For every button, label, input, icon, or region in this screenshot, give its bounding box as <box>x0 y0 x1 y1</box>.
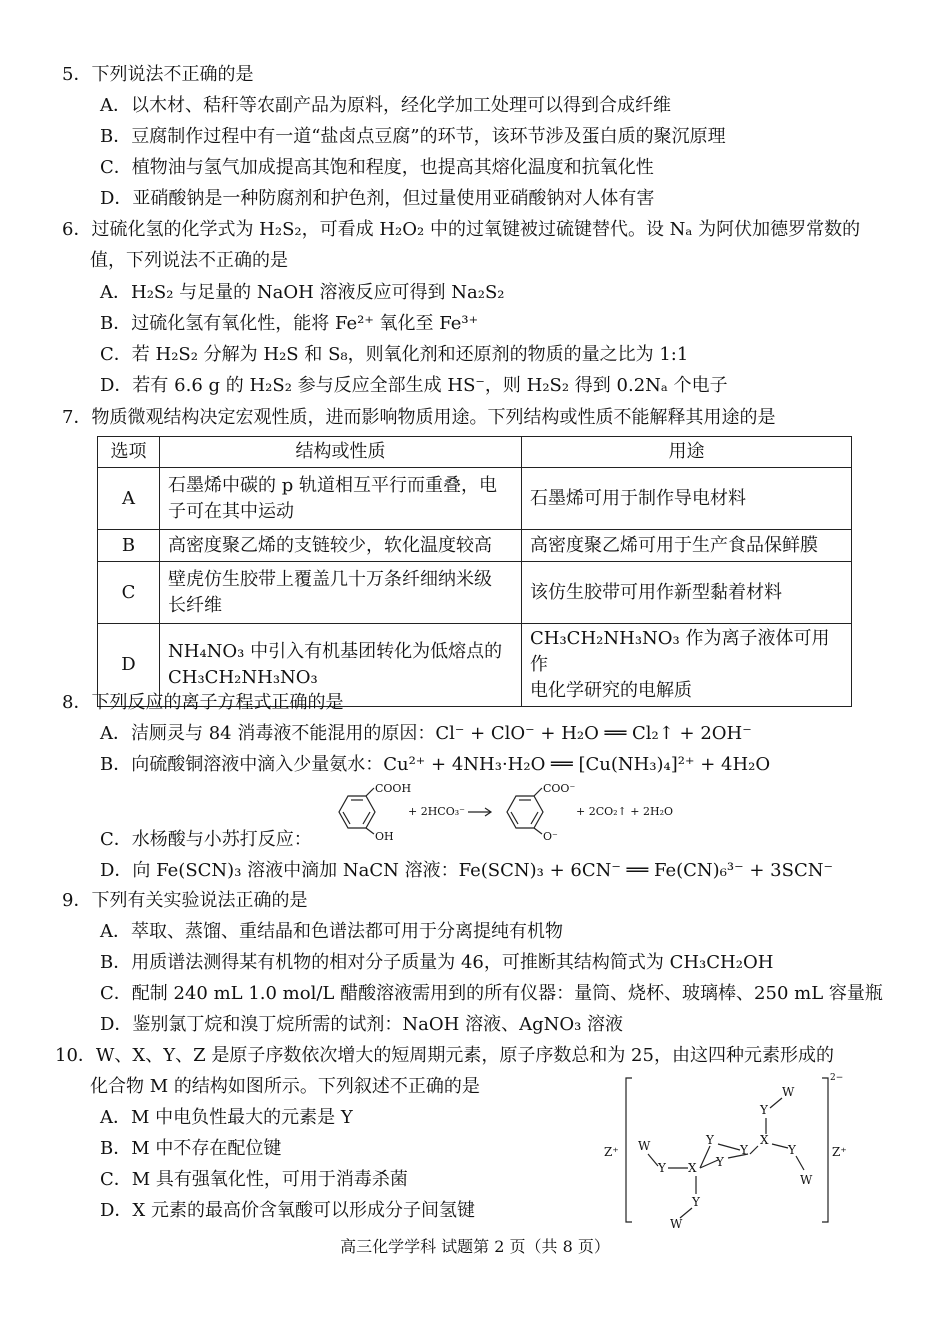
q7-cell-use <box>522 562 852 624</box>
q8-stem: 8．下列反应的离子方程式正确的是 <box>62 692 344 713</box>
struct-y: Y <box>760 1103 768 1117</box>
scheme-oh: OH <box>375 830 394 843</box>
q5-option-b: B．豆腐制作过程中有一道“盐卤点豆腐”的环节，该环节涉及蛋白质的聚沉原理 <box>100 126 726 147</box>
q5-stem: 5．下列说法不正确的是 <box>62 64 254 85</box>
q7-structure-line: NH₄NO₃ 中引入有机基团转化为低熔点的 <box>168 641 503 662</box>
q7-row-b <box>98 530 852 562</box>
q6-stem-line1: 6．过硫化氢的化学式为 H₂S₂，可看成 H₂O₂ 中的过氧键被过硫键替代。设 Nₐ 为阿伏加德罗常数的 <box>62 219 861 240</box>
q7-use-line: 该仿生胶带可用作新型黏着材料 <box>530 581 782 603</box>
q7-header-use: 用途 <box>522 437 852 468</box>
struct-w: W <box>670 1217 683 1230</box>
q7-cell-use <box>522 624 852 707</box>
struct-y: Y <box>788 1143 796 1157</box>
struct-w: W <box>800 1173 813 1187</box>
q7-cell-structure <box>160 530 522 562</box>
q7-cell-use <box>522 530 852 562</box>
struct-w: W <box>782 1085 795 1099</box>
q7-structure-line: 子可在其中运动 <box>168 500 294 522</box>
q7-structure-line: 高密度聚乙烯的支链较少，软化温度较高 <box>168 534 492 556</box>
struct-y: Y <box>740 1143 748 1157</box>
struct-x: X <box>760 1133 769 1147</box>
q9-stem: 9．下列有关实验说法正确的是 <box>62 890 308 911</box>
q9-option-a: A．萃取、蒸馏、重结晶和色谱法都可用于分离提纯有机物 <box>100 921 563 942</box>
q7-structure-line: CH₃CH₂NH₃NO₃ <box>168 667 318 688</box>
q8-option-b: B．向硫酸铜溶液中滴入少量氨水：Cu²⁺ + 4NH₃·H₂O ══ [Cu(NH₃)₄]²⁺ + 4H₂O <box>100 754 771 775</box>
q7-cell-option: C <box>98 562 160 624</box>
q10-stem-line1: 10．W、X、Y、Z 是原子序数依次增大的短周期元素，原子序数总和为 25，由这四种元素形成的 <box>55 1045 834 1066</box>
q6-option-d: D．若有 6.6 g 的 H₂S₂ 参与反应全部生成 HS⁻，则 H₂S₂ 得到 0.2Nₐ 个电子 <box>100 375 728 396</box>
q6-option-b: B．过硫化氢有氧化性，能将 Fe²⁺ 氧化至 Fe³⁺ <box>100 313 479 334</box>
scheme-products: + 2CO₂↑ + 2H₂O <box>576 805 674 818</box>
q9-option-c: C．配制 240 mL 1.0 mol/L 醋酸溶液需用到的所有仪器：量筒、烧杯、玻璃棒、250 mL 容量瓶 <box>100 983 883 1004</box>
q6-option-c: C．若 H₂S₂ 分解为 H₂S 和 S₈，则氧化剂和还原剂的物质的量之比为 1:1 <box>100 344 689 365</box>
q9-option-d: D．鉴别氯丁烷和溴丁烷所需的试剂：NaOH 溶液、AgNO₃ 溶液 <box>100 1014 624 1035</box>
compound-m-structure <box>600 1070 860 1230</box>
q5-option-c: C．植物油与氢气加成提高其饱和程度，也提高其熔化温度和抗氧化性 <box>100 157 654 178</box>
q8-option-a: A．洁厕灵与 84 消毒液不能混用的原因：Cl⁻ + ClO⁻ + H₂O ══ Cl₂↑ + 2OH⁻ <box>100 723 752 744</box>
struct-y: Y <box>658 1161 666 1175</box>
q7-row-c <box>98 562 852 624</box>
q10-option-b: B．M 中不存在配位键 <box>100 1138 282 1159</box>
struct-x: X <box>688 1161 697 1175</box>
struct-z-left: Z⁺ <box>604 1145 619 1159</box>
q7-use-line: 高密度聚乙烯可用于生产食品保鲜膜 <box>530 534 818 556</box>
q10-stem-line2: 化合物 M 的结构如图所示。下列叙述不正确的是 <box>90 1076 480 1097</box>
q7-use-line: 石墨烯可用于制作导电材料 <box>530 487 746 509</box>
q8-option-d: D．向 Fe(SCN)₃ 溶液中滴加 NaCN 溶液：Fe(SCN)₃ + 6CN⁻ ══ Fe(CN)₆³⁻ + 3SCN⁻ <box>100 860 833 881</box>
q7-cell-structure <box>160 468 522 530</box>
struct-w: W <box>638 1139 651 1153</box>
struct-charge: 2− <box>830 1073 844 1083</box>
struct-z-right: Z⁺ <box>832 1145 847 1159</box>
right-bracket <box>822 1078 828 1222</box>
q7-structure-line: 壁虎仿生胶带上覆盖几十万条纤细纳米级 <box>168 568 492 590</box>
scheme-cooh: COOH <box>375 782 412 795</box>
q9-option-b: B．用质谱法测得某有机物的相对分子质量为 46，可推断其结构简式为 CH₃CH₂OH <box>100 952 774 973</box>
scheme-o-minus: O⁻ <box>543 830 558 843</box>
q7-table <box>97 436 852 707</box>
q7-stem: 7．物质微观结构决定宏观性质，进而影响物质用途。下列结构或性质不能解释其用途的是 <box>62 407 776 428</box>
q5-option-a: A．以木材、秸秆等农副产品为原料，经化学加工处理可以得到合成纤维 <box>100 95 671 116</box>
struct-y: Y <box>706 1133 714 1147</box>
q7-cell-structure <box>160 562 522 624</box>
q7-cell-option: D <box>98 624 160 707</box>
q6-option-a: A．H₂S₂ 与足量的 NaOH 溶液反应可得到 Na₂S₂ <box>100 282 505 303</box>
q7-structure-line: 石墨烯中碳的 p 轨道相互平行而重叠，电 <box>168 474 497 496</box>
q7-cell-option: B <box>98 530 160 562</box>
q10-option-a: A．M 中电负性最大的元素是 Y <box>100 1107 353 1128</box>
page-footer: 高三化学学科 试题第 2 页（共 8 页） <box>340 1237 610 1256</box>
q8-option-c: C．水杨酸与小苏打反应： <box>100 829 312 850</box>
q7-table-header <box>98 437 852 468</box>
q6-stem-line2: 值，下列说法不正确的是 <box>90 250 288 271</box>
q10-option-c: C．M 具有强氧化性，可用于消毒杀菌 <box>100 1169 408 1190</box>
q7-cell-option: A <box>98 468 160 530</box>
left-bracket <box>626 1078 632 1222</box>
q10-option-d: D．X 元素的最高价含氧酸可以形成分子间氢键 <box>100 1200 475 1221</box>
scheme-hco3: + 2HCO₃⁻ <box>408 805 465 818</box>
struct-y: Y <box>692 1195 700 1209</box>
q7-header-option: 选项 <box>98 437 160 468</box>
q5-option-d: D．亚硝酸钠是一种防腐剂和护色剂，但过量使用亚硝酸钠对人体有害 <box>100 188 655 209</box>
struct-y: Y <box>716 1155 724 1169</box>
q7-structure-line: 长纤维 <box>168 594 222 616</box>
q7-cell-use <box>522 468 852 530</box>
salicylic-acid-reaction-scheme <box>318 782 718 848</box>
scheme-coo: COO⁻ <box>543 782 576 795</box>
q7-header-structure: 结构或性质 <box>160 437 522 468</box>
q7-use-line: CH₃CH₂NH₃NO₃ 作为离子液体可用作 <box>530 628 830 675</box>
q7-use-line: 电化学研究的电解质 <box>530 680 692 701</box>
q7-row-a <box>98 468 852 530</box>
